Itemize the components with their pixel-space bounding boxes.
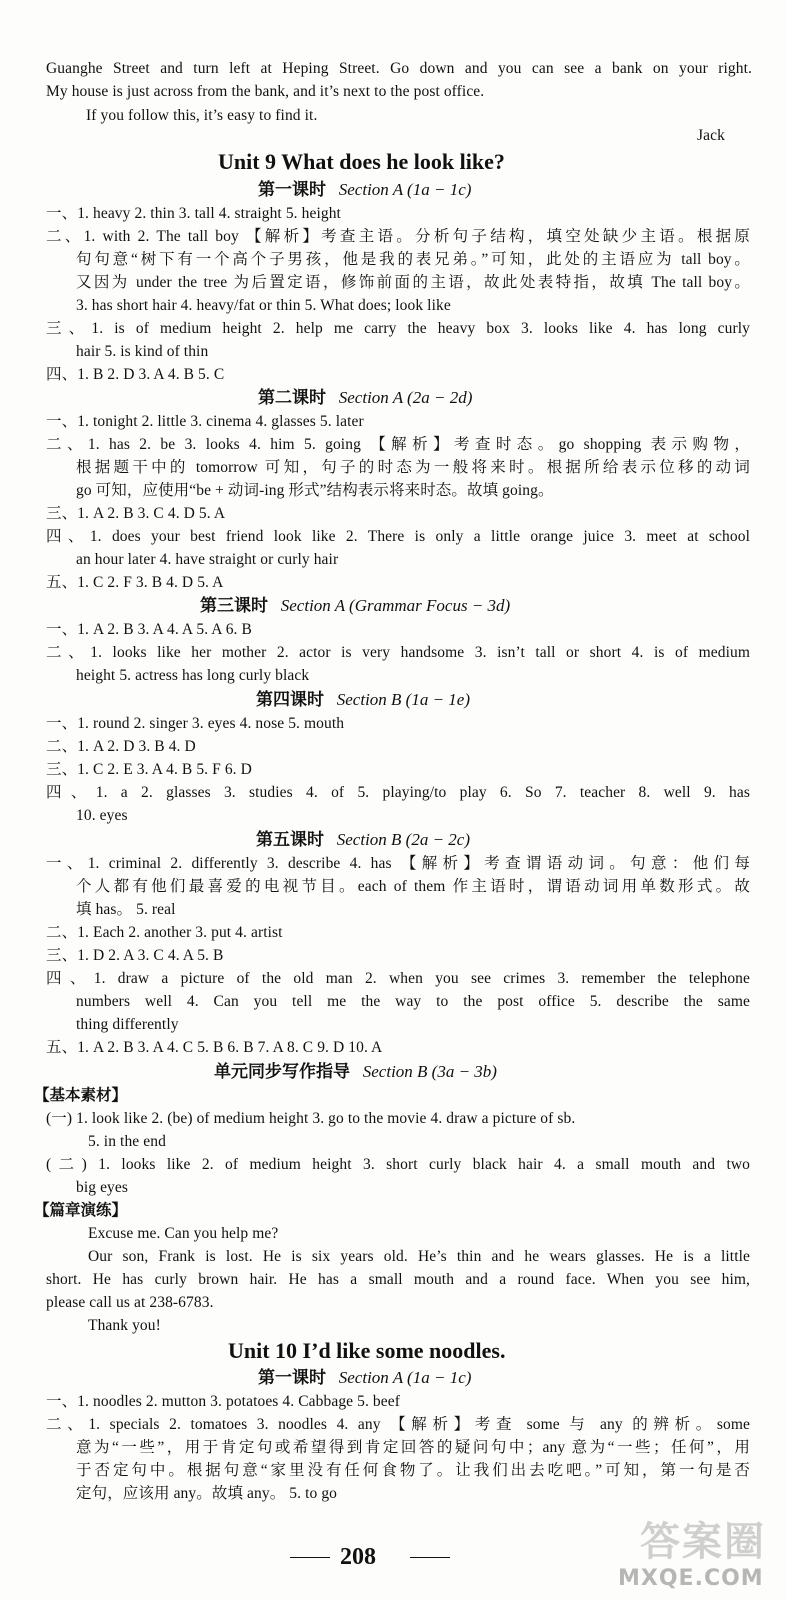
lesson-heading-en: Section A (Grammar Focus − 3d) (280, 596, 511, 615)
unit9-lesson1-heading (258, 178, 471, 202)
unit9-l1-q2-line3: 又因为 under the tree 为后置定语，修饰前面的主语，故此处表特指，故填 The tall boy。 (76, 274, 750, 291)
unit9-l5-q1-line2: 个人都有他们最喜爱的电视节目。each of them 作主语时，谓语动词用单数形式。故 (76, 878, 750, 895)
unit9-l5-q1-line3: 填 has。 5. real (76, 901, 176, 918)
unit9-l5-q5: 五、1. A 2. B 3. A 4. C 5. B 6. B 7. A 8. C 9. D 10. A (46, 1039, 383, 1056)
unit9-l2-q2-line2: 根据题干中的 tomorrow 可知，句子的时态为一般将来时。根据所给表示位移的动词 (76, 459, 750, 476)
unit10-l1-q2-line4: 定句，应该用 any。故填 any。 5. to go (76, 1485, 338, 1502)
practice-line-3: short. He has curly brown hair. He has a small mouth and a round face. When you see him, (46, 1271, 750, 1288)
unit9-l2-q4-line1: 四、1. does your best friend look like 2. There is only a little orange juice 3. meet at school (46, 528, 750, 545)
intro-line-1: Guanghe Street and turn left at Heping Street. Go down and you can see a bank on your right. (46, 60, 752, 77)
lesson-heading-cn: 第五课时 (256, 830, 324, 849)
unit9-l1-q4: 四、1. B 2. D 3. A 4. B 5. C (46, 366, 225, 383)
unit9-lesson5-heading (256, 828, 470, 852)
unit9-l1-q2-line2: 句句意“树下有一个高个子男孩，他是我的表兄弟。”可知，此处的主语应为 tall boy。 (76, 251, 750, 268)
unit10-l1-q2-line3: 于否定句中。根据句意“家里没有任何食物了。让我们出去吃吧。”可知，第一句是否 (76, 1462, 750, 1479)
practice-line-4: please call us at 238-6783. (46, 1294, 214, 1311)
unit9-lesson2-heading (258, 386, 472, 410)
practice-line-2: Our son, Frank is lost. He is six years old. He’s thin and he wears glasses. He is a little (88, 1248, 750, 1265)
materials-1-line1: (一) 1. look like 2. (be) of medium height 3. go to the movie 4. draw a picture of sb. (46, 1110, 576, 1127)
unit9-l4-q2: 二、1. A 2. D 3. B 4. D (46, 738, 196, 755)
unit9-l2-q5: 五、1. C 2. F 3. B 4. D 5. A (46, 574, 224, 591)
unit10-l1-q1: 一、1. noodles 2. mutton 3. potatoes 4. Cabbage 5. beef (46, 1393, 400, 1410)
unit9-l1-q2-line4: 3. has short hair 4. heavy/fat or thin 5. What does; look like (76, 297, 451, 314)
unit9-l3-q2-line1: 二、1. looks like her mother 2. actor is very handsome 3. isn’t tall or short 4. is of medium (46, 644, 750, 661)
lesson-heading-en: Section B (2a − 2c) (336, 830, 471, 849)
lesson-heading-cn: 第一课时 (258, 1368, 326, 1387)
unit9-l2-q2-line3: go 可知，应使用“be + 动词-ing 形式”结构表示将来时态。故填 going。 (76, 482, 554, 499)
unit9-l2-q2-line1: 二、1. has 2. be 3. looks 4. him 5. going 【解析】考查时态。go shopping 表示购物， (46, 436, 750, 453)
unit9-l5-q3: 三、1. D 2. A 3. C 4. A 5. B (46, 947, 224, 964)
unit9-l1-q3-line1: 三、1. is of medium height 2. help me carry the heavy box 3. looks like 4. has long curly (46, 320, 750, 337)
unit9-l4-q4-line2: 10. eyes (76, 807, 128, 824)
unit9-l2-q1: 一、1. tonight 2. little 3. cinema 4. glasses 5. later (46, 413, 364, 430)
lesson-heading-en: Section A (1a − 1c) (338, 180, 472, 199)
materials-2-line1: (二) 1. looks like 2. of medium height 3. short curly black hair 4. a small mouth and two (46, 1156, 750, 1173)
materials-label: 【基本素材】 (34, 1087, 128, 1104)
unit9-l4-q1: 一、1. round 2. singer 3. eyes 4. nose 5. mouth (46, 715, 345, 732)
page-number: 208 (340, 1544, 376, 1570)
unit9-l1-q1: 一、1. heavy 2. thin 3. tall 4. straight 5. height (46, 205, 341, 222)
unit9-l5-q2: 二、1. Each 2. another 3. put 4. artist (46, 924, 283, 941)
lesson-heading-cn: 第四课时 (256, 690, 324, 709)
unit9-lesson3-heading (200, 594, 510, 618)
practice-line-1: Excuse me. Can you help me? (88, 1225, 279, 1242)
unit9-l5-q4-line3: thing differently (76, 1016, 179, 1033)
intro-line-3: If you follow this, it’s easy to find it. (86, 107, 318, 124)
unit10-lesson1-heading (258, 1366, 471, 1390)
writing-heading-en: Section B (3a − 3b) (362, 1062, 497, 1081)
unit10-l1-q2-line2: 意为“一些”，用于肯定句或希望得到肯定回答的疑问句中；any 意为“一些；任何”，用 (76, 1439, 750, 1456)
unit9-l4-q4-line1: 四、1. a 2. glasses 3. studies 4. of 5. playing/to play 6. So 7. teacher 8. well 9. has (46, 784, 750, 801)
materials-2-line2: big eyes (76, 1179, 129, 1196)
lesson-heading-en: Section A (2a − 2d) (338, 388, 473, 407)
lesson-heading-en: Section A (1a − 1c) (338, 1368, 472, 1387)
unit9-l5-q1-line1: 一、1. criminal 2. differently 3. describe 4. has 【解析】考查谓语动词。句意：他们每 (46, 855, 750, 872)
lesson-heading-cn: 第二课时 (258, 388, 326, 407)
writing-heading-cn: 单元同步写作指导 (214, 1062, 350, 1081)
lesson-heading-en: Section B (1a − 1e) (336, 690, 471, 709)
watermark-url: MXQE.COM (618, 1566, 764, 1591)
page-number-dash-right (410, 1557, 450, 1558)
unit9-l2-q4-line2: an hour later 4. have straight or curly hair (76, 551, 339, 568)
unit9-title: Unit 9 What does he look like? (218, 149, 505, 174)
unit9-l1-q2-line1: 二、1. with 2. The tall boy 【解析】考查主语。分析句子结构，填空处缺少主语。根据原 (46, 228, 750, 245)
unit9-l1-q3-line2: hair 5. is kind of thin (76, 343, 209, 360)
watermark-logo: 答案圈 (640, 1519, 766, 1565)
unit9-l2-q3: 三、1. A 2. B 3. C 4. D 5. A (46, 505, 226, 522)
unit9-l3-q2-line2: height 5. actress has long curly black (76, 667, 310, 684)
practice-line-5: Thank you! (88, 1317, 161, 1334)
materials-1-line2: 5. in the end (88, 1133, 166, 1150)
unit9-l3-q1: 一、1. A 2. B 3. A 4. A 5. A 6. B (46, 621, 252, 638)
practice-label: 【篇章演练】 (34, 1202, 128, 1219)
unit9-l5-q4-line1: 四、1. draw a picture of the old man 2. when you see crimes 3. remember the telephone (46, 970, 750, 987)
unit9-l5-q4-line2: numbers well 4. Can you tell me the way to the post office 5. describe the same (76, 993, 750, 1010)
page-number-dash-left (290, 1557, 330, 1558)
unit9-lesson4-heading (256, 688, 470, 712)
intro-signature: Jack (697, 127, 725, 144)
lesson-heading-cn: 第三课时 (200, 596, 268, 615)
unit9-writing-heading (214, 1060, 497, 1084)
unit10-title: Unit 10 I’d like some noodles. (228, 1338, 506, 1363)
intro-line-2: My house is just across from the bank, and it’s next to the post office. (46, 83, 485, 100)
lesson-heading-cn: 第一课时 (258, 180, 326, 199)
unit9-l4-q3: 三、1. C 2. E 3. A 4. B 5. F 6. D (46, 761, 252, 778)
unit10-l1-q2-line1: 二、1. specials 2. tomatoes 3. noodles 4. any 【解析】考查 some 与 any 的辨析。some (46, 1416, 750, 1433)
